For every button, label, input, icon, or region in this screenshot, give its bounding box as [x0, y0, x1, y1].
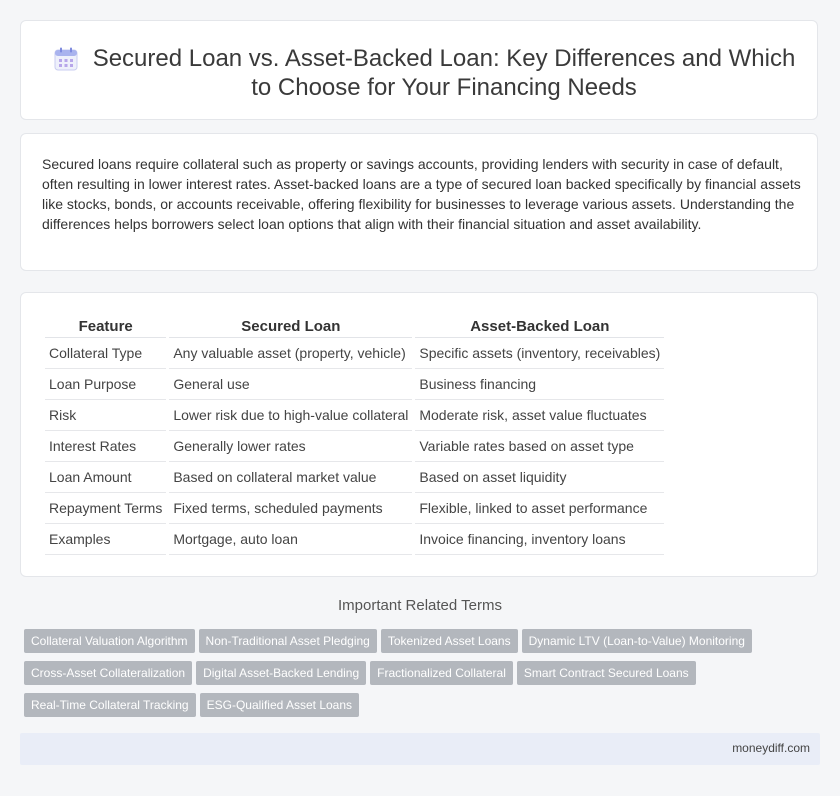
calendar-icon: [53, 46, 79, 72]
table-row: [45, 369, 664, 400]
table-row: [45, 431, 664, 462]
column-header-asset-backed-loan: Asset-Backed Loan: [415, 315, 664, 338]
related-terms-title: Important Related Terms: [338, 597, 502, 614]
table-cell: Generally lower rates: [169, 431, 412, 462]
table-row: [45, 462, 664, 493]
table-row: [45, 524, 664, 555]
table-cell: Mortgage, auto loan: [169, 524, 412, 555]
table-cell: Moderate risk, asset value fluctuates: [415, 400, 664, 431]
related-term-tag[interactable]: Cross-Asset Collateralization: [24, 661, 192, 685]
related-term-tag[interactable]: Real-Time Collateral Tracking: [24, 693, 196, 717]
related-term-tag[interactable]: Dynamic LTV (Loan-to-Value) Monitoring: [522, 629, 752, 653]
table-cell: Variable rates based on asset type: [415, 431, 664, 462]
related-term-tag[interactable]: Collateral Valuation Algorithm: [24, 629, 195, 653]
table-cell: Lower risk due to high-value collateral: [169, 400, 412, 431]
table-cell: Based on asset liquidity: [415, 462, 664, 493]
intro-card: [20, 133, 818, 271]
comparison-table: [42, 315, 667, 555]
column-header-feature: Feature: [45, 315, 166, 338]
column-header-secured-loan: Secured Loan: [169, 315, 412, 338]
related-terms-list: [24, 629, 804, 725]
footer-site-link[interactable]: moneydiff.com: [732, 741, 810, 755]
table-row: [45, 493, 664, 524]
table-cell: Loan Amount: [45, 462, 166, 493]
table-row: [45, 338, 664, 369]
table-cell: Flexible, linked to asset performance: [415, 493, 664, 524]
table-cell: General use: [169, 369, 412, 400]
table-cell: Specific assets (inventory, receivables): [415, 338, 664, 369]
table-cell: Risk: [45, 400, 166, 431]
table-cell: Business financing: [415, 369, 664, 400]
related-term-tag[interactable]: Non-Traditional Asset Pledging: [199, 629, 377, 653]
header-card: [20, 20, 818, 120]
table-cell: Repayment Terms: [45, 493, 166, 524]
table-cell: Based on collateral market value: [169, 462, 412, 493]
related-term-tag[interactable]: Tokenized Asset Loans: [381, 629, 518, 653]
related-term-tag[interactable]: ESG-Qualified Asset Loans: [200, 693, 359, 717]
table-cell: Loan Purpose: [45, 369, 166, 400]
table-cell: Invoice financing, inventory loans: [415, 524, 664, 555]
intro-text: Secured loans require collateral such as property or savings accounts, providing lenders with security in case of default, often resulting in lower interest rates. Asset-backed loans are a type of secured loan backed specifically by financial assets like stocks, bonds, or accounts receivable, offering flexibility for businesses to leverage various assets. Understanding the differences helps borrowers select loan options that align with their financial situation and asset availability.: [42, 156, 801, 232]
comparison-card: [20, 292, 818, 577]
related-term-tag[interactable]: Fractionalized Collateral: [370, 661, 513, 685]
related-term-tag[interactable]: Digital Asset-Backed Lending: [196, 661, 366, 685]
table-cell: Interest Rates: [45, 431, 166, 462]
footer: [20, 733, 820, 765]
table-cell: Any valuable asset (property, vehicle): [169, 338, 412, 369]
page-title: Secured Loan vs. Asset-Backed Loan: Key Differences and Which to Choose for Your Financing Needs: [92, 45, 796, 101]
table-header-row: [45, 315, 664, 338]
related-term-tag[interactable]: Smart Contract Secured Loans: [517, 661, 696, 685]
table-cell: Fixed terms, scheduled payments: [169, 493, 412, 524]
table-row: [45, 400, 664, 431]
table-cell: Collateral Type: [45, 338, 166, 369]
table-cell: Examples: [45, 524, 166, 555]
